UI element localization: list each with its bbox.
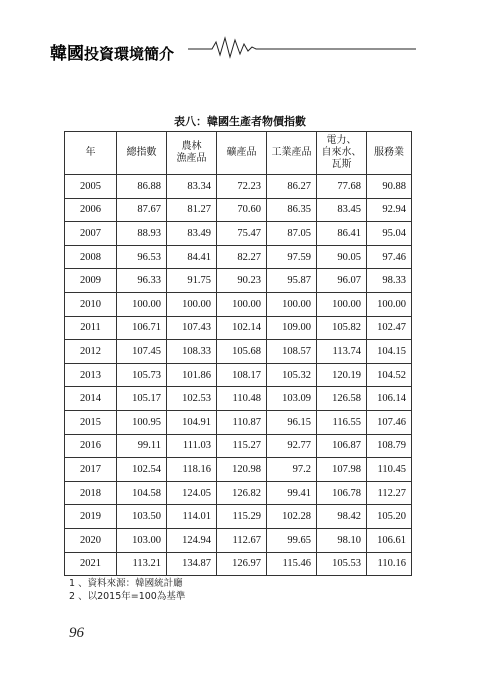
index-value-cell: 97.46 [367, 245, 412, 269]
index-value-cell: 106.78 [317, 481, 367, 505]
index-value-cell: 82.27 [217, 245, 267, 269]
year-cell: 2009 [65, 269, 117, 293]
book-title-sub: 投資環境簡介 [84, 45, 175, 63]
index-value-cell: 104.15 [367, 340, 412, 364]
year-cell: 2020 [65, 528, 117, 552]
index-value-cell: 108.33 [167, 340, 217, 364]
index-value-cell: 110.45 [367, 458, 412, 482]
index-value-cell: 105.32 [267, 363, 317, 387]
index-value-cell: 83.49 [167, 222, 217, 246]
year-cell: 2014 [65, 387, 117, 411]
table-row [65, 528, 412, 552]
index-value-cell: 124.05 [167, 481, 217, 505]
index-value-cell: 90.88 [367, 175, 412, 199]
index-value-cell: 106.14 [367, 387, 412, 411]
year-cell: 2012 [65, 340, 117, 364]
index-value-cell: 118.16 [167, 458, 217, 482]
index-value-cell: 108.57 [267, 340, 317, 364]
table-row [65, 552, 412, 576]
index-value-cell: 100.00 [367, 292, 412, 316]
column-header: 農林 漁產品 [167, 132, 217, 175]
table-row [65, 458, 412, 482]
index-value-cell: 115.27 [217, 434, 267, 458]
producer-price-index-table [64, 131, 412, 576]
index-value-cell: 109.00 [267, 316, 317, 340]
table-row [65, 434, 412, 458]
table-row [65, 222, 412, 246]
book-title-main: 韓國 [50, 44, 84, 64]
index-value-cell: 99.41 [267, 481, 317, 505]
index-value-cell: 86.88 [117, 175, 167, 199]
index-value-cell: 86.35 [267, 198, 317, 222]
table-row [65, 292, 412, 316]
index-value-cell: 97.2 [267, 458, 317, 482]
index-value-cell: 96.07 [317, 269, 367, 293]
index-value-cell: 115.46 [267, 552, 317, 576]
index-value-cell: 108.17 [217, 363, 267, 387]
index-value-cell: 95.87 [267, 269, 317, 293]
index-value-cell: 107.46 [367, 410, 412, 434]
table-body [65, 175, 412, 576]
column-header: 服務業 [367, 132, 412, 175]
index-value-cell: 95.04 [367, 222, 412, 246]
index-value-cell: 100.00 [267, 292, 317, 316]
index-value-cell: 96.15 [267, 410, 317, 434]
index-value-cell: 88.93 [117, 222, 167, 246]
index-value-cell: 83.45 [317, 198, 367, 222]
index-value-cell: 86.27 [267, 175, 317, 199]
index-value-cell: 105.20 [367, 505, 412, 529]
index-value-cell: 81.27 [167, 198, 217, 222]
index-value-cell: 100.00 [117, 292, 167, 316]
index-value-cell: 105.82 [317, 316, 367, 340]
index-value-cell: 106.61 [367, 528, 412, 552]
year-cell: 2008 [65, 245, 117, 269]
index-value-cell: 107.43 [167, 316, 217, 340]
table-header-row [65, 132, 412, 175]
table-row [65, 269, 412, 293]
index-value-cell: 105.17 [117, 387, 167, 411]
year-cell: 2015 [65, 410, 117, 434]
page-number: 96 [69, 625, 84, 641]
index-value-cell: 77.68 [317, 175, 367, 199]
index-value-cell: 107.98 [317, 458, 367, 482]
index-value-cell: 92.94 [367, 198, 412, 222]
table-row [65, 340, 412, 364]
year-cell: 2007 [65, 222, 117, 246]
year-cell: 2006 [65, 198, 117, 222]
year-cell: 2010 [65, 292, 117, 316]
year-cell: 2017 [65, 458, 117, 482]
year-cell: 2011 [65, 316, 117, 340]
index-value-cell: 91.75 [167, 269, 217, 293]
index-value-cell: 103.00 [117, 528, 167, 552]
index-value-cell: 90.23 [217, 269, 267, 293]
index-value-cell: 100.00 [217, 292, 267, 316]
index-value-cell: 105.68 [217, 340, 267, 364]
index-value-cell: 90.05 [317, 245, 367, 269]
index-value-cell: 103.09 [267, 387, 317, 411]
index-value-cell: 105.73 [117, 363, 167, 387]
index-value-cell: 102.53 [167, 387, 217, 411]
footnote-source: 1 、資料來源：韓國統計廳 [69, 578, 183, 589]
index-value-cell: 100.95 [117, 410, 167, 434]
index-value-cell: 98.33 [367, 269, 412, 293]
index-value-cell: 97.59 [267, 245, 317, 269]
index-value-cell: 116.55 [317, 410, 367, 434]
index-value-cell: 100.00 [317, 292, 367, 316]
table-row [65, 245, 412, 269]
index-value-cell: 120.98 [217, 458, 267, 482]
index-value-cell: 110.48 [217, 387, 267, 411]
index-value-cell: 105.53 [317, 552, 367, 576]
index-value-cell: 120.19 [317, 363, 367, 387]
index-value-cell: 98.42 [317, 505, 367, 529]
index-value-cell: 110.87 [217, 410, 267, 434]
index-value-cell: 107.45 [117, 340, 167, 364]
table-row [65, 410, 412, 434]
table-row [65, 481, 412, 505]
index-value-cell: 112.27 [367, 481, 412, 505]
table-row [65, 387, 412, 411]
index-value-cell: 106.71 [117, 316, 167, 340]
index-value-cell: 84.41 [167, 245, 217, 269]
index-value-cell: 72.23 [217, 175, 267, 199]
index-value-cell: 126.58 [317, 387, 367, 411]
header-rule-waveform [0, 30, 480, 60]
index-value-cell: 113.74 [317, 340, 367, 364]
year-cell: 2019 [65, 505, 117, 529]
index-value-cell: 104.58 [117, 481, 167, 505]
index-value-cell: 70.60 [217, 198, 267, 222]
index-value-cell: 104.91 [167, 410, 217, 434]
index-value-cell: 75.47 [217, 222, 267, 246]
table-row [65, 198, 412, 222]
index-value-cell: 114.01 [167, 505, 217, 529]
index-value-cell: 102.14 [217, 316, 267, 340]
column-header: 電力、 自來水、 瓦斯 [317, 132, 367, 175]
table-caption: 表八：韓國生產者物價指數 [174, 115, 306, 128]
index-value-cell: 112.67 [217, 528, 267, 552]
index-value-cell: 126.97 [217, 552, 267, 576]
table-row [65, 316, 412, 340]
year-cell: 2005 [65, 175, 117, 199]
index-value-cell: 98.10 [317, 528, 367, 552]
table-row [65, 505, 412, 529]
column-header: 總指數 [117, 132, 167, 175]
table-row [65, 175, 412, 199]
year-cell: 2018 [65, 481, 117, 505]
year-cell: 2016 [65, 434, 117, 458]
index-value-cell: 87.67 [117, 198, 167, 222]
column-header: 礦產品 [217, 132, 267, 175]
index-value-cell: 101.86 [167, 363, 217, 387]
index-value-cell: 92.77 [267, 434, 317, 458]
index-value-cell: 96.53 [117, 245, 167, 269]
index-value-cell: 102.28 [267, 505, 317, 529]
index-value-cell: 96.33 [117, 269, 167, 293]
index-value-cell: 104.52 [367, 363, 412, 387]
table-row [65, 363, 412, 387]
footnote-base-year: 2 、以2015年=100為基準 [69, 591, 186, 602]
index-value-cell: 134.87 [167, 552, 217, 576]
index-value-cell: 102.54 [117, 458, 167, 482]
index-value-cell: 99.11 [117, 434, 167, 458]
index-value-cell: 115.29 [217, 505, 267, 529]
index-value-cell: 86.41 [317, 222, 367, 246]
index-value-cell: 108.79 [367, 434, 412, 458]
index-value-cell: 87.05 [267, 222, 317, 246]
column-header: 年 [65, 132, 117, 175]
index-value-cell: 113.21 [117, 552, 167, 576]
index-value-cell: 99.65 [267, 528, 317, 552]
index-value-cell: 110.16 [367, 552, 412, 576]
index-value-cell: 126.82 [217, 481, 267, 505]
year-cell: 2013 [65, 363, 117, 387]
index-value-cell: 100.00 [167, 292, 217, 316]
index-value-cell: 102.47 [367, 316, 412, 340]
index-value-cell: 106.87 [317, 434, 367, 458]
index-value-cell: 83.34 [167, 175, 217, 199]
index-value-cell: 111.03 [167, 434, 217, 458]
year-cell: 2021 [65, 552, 117, 576]
index-value-cell: 103.50 [117, 505, 167, 529]
column-header: 工業產品 [267, 132, 317, 175]
index-value-cell: 124.94 [167, 528, 217, 552]
